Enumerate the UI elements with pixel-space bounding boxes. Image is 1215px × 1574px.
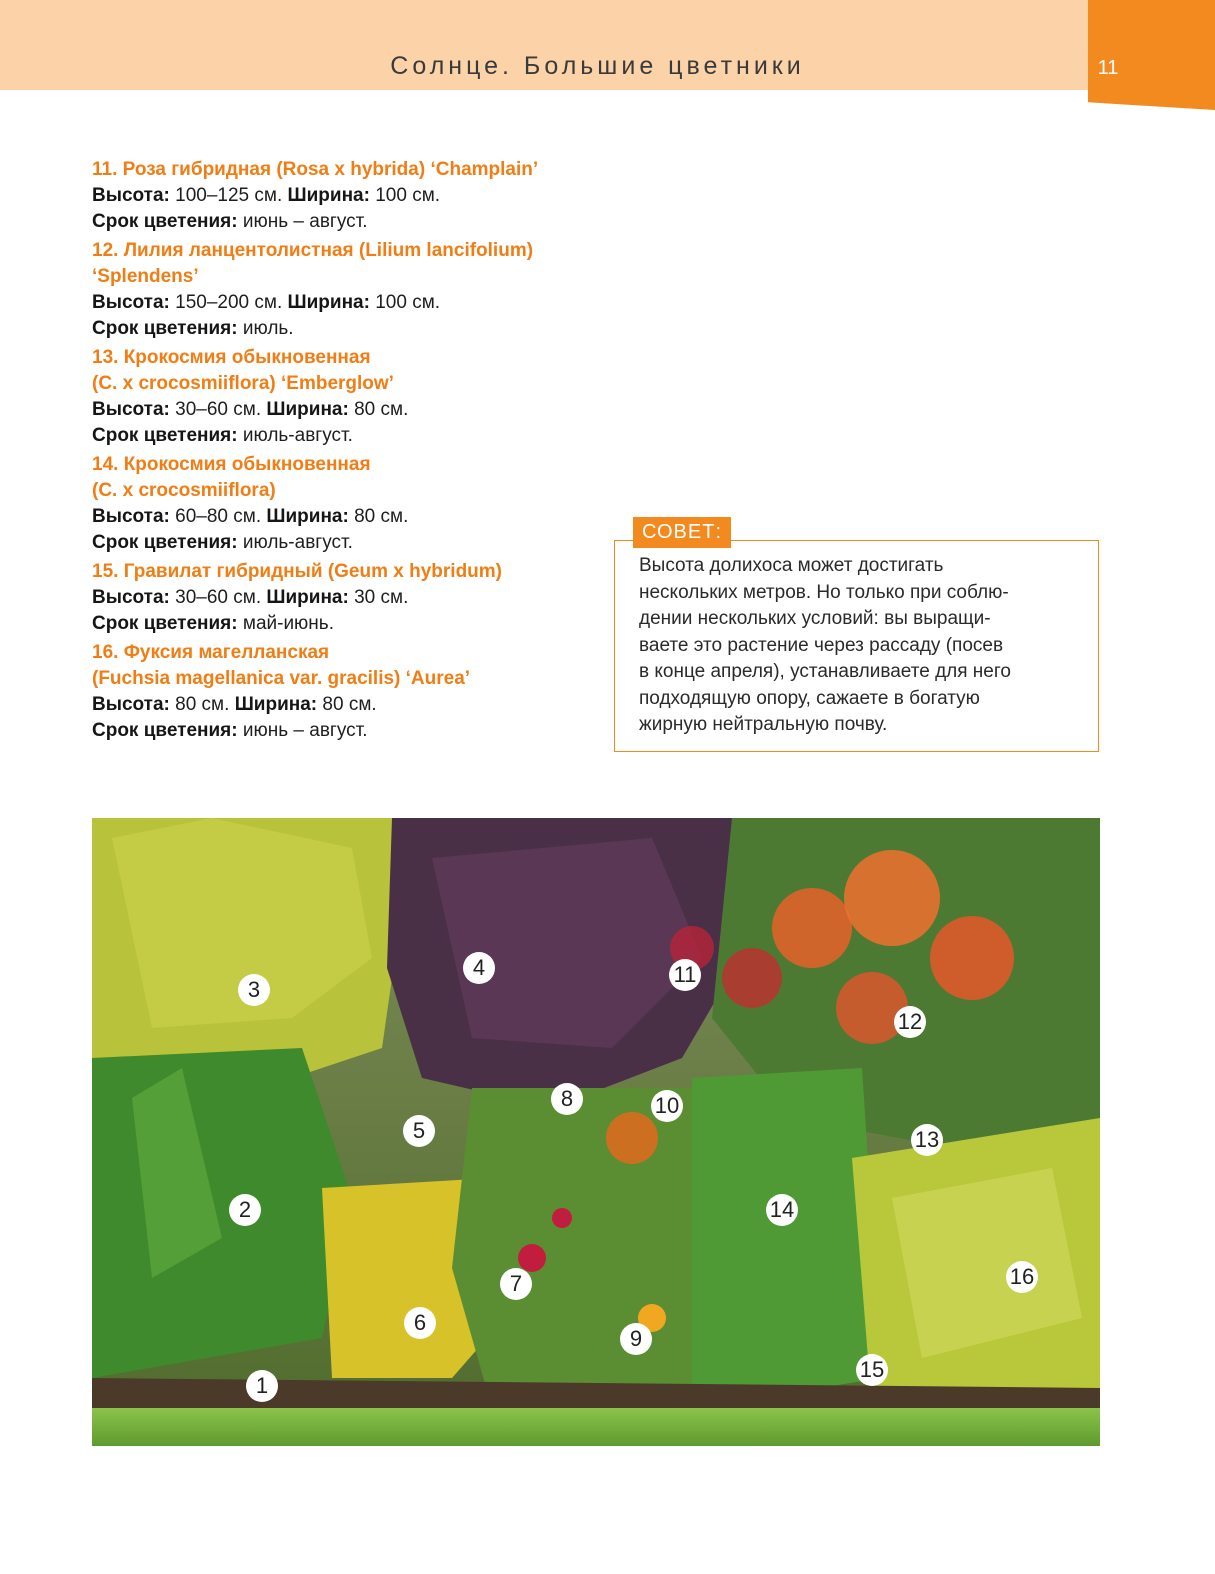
tip-line: ваете это растение через рассаду (посев [639,634,1004,656]
bloom-value: май-июнь. [242,613,334,634]
height-value: 30–60 см. [175,587,262,608]
plant-size-line [92,585,612,611]
plant-entry [92,157,612,235]
height-value: 100–125 см. [175,185,283,206]
photo-marker-label: 4 [472,955,486,980]
plant-name: 16. Фуксия магелланская [92,642,330,663]
photo-marker-14 [766,1194,798,1226]
plant-name: 15. Гравилат гибридный (Geum x hybridum) [92,561,503,582]
width-label: Ширина: [266,587,349,608]
bloom-label: Срок цветения: [92,318,238,339]
plant-size-line [92,290,612,316]
photo-marker-label: 5 [412,1118,426,1143]
plant-name: ‘Splendens’ [92,266,199,287]
photo-marker-2 [229,1194,261,1226]
photo-marker-label: 3 [247,977,261,1002]
width-label: Ширина: [266,399,349,420]
page-header-title: Солнце. Большие цветники [390,52,805,80]
plant-entry [92,238,612,342]
plant-entry [92,640,612,744]
height-value: 80 см. [175,694,230,715]
tip-text [639,553,1089,739]
width-label: Ширина: [287,292,370,313]
photo-marker-15 [856,1354,888,1386]
plant-name: 12. Лилия ланцентолистная (Lilium lancifolium) [92,240,534,261]
photo-marker-label: 8 [560,1086,574,1111]
tip-line: дении нескольких условий: вы выращи- [639,608,991,629]
plant-bloom-line [92,316,612,342]
photo-marker-12 [894,1006,926,1038]
plant-name: (C. x crocosmiiflora) [92,480,276,501]
tip-badge: СОВЕТ: [633,517,731,548]
height-label: Высота: [92,694,170,715]
width-label: Ширина: [266,506,349,527]
tip-line: в конце апреля), устанавливаете для него [639,661,1011,682]
photo-marker-13 [911,1124,943,1156]
tip-line: подходящую опору, сажаете в богатую [639,687,980,709]
photo-marker-label: 11 [673,962,697,987]
photo-marker-16 [1006,1261,1038,1293]
plant-entry [92,452,612,556]
height-label: Высота: [92,399,170,420]
plant-name: (Fuchsia magellanica var. gracilis) ‘Aurea’ [92,668,471,689]
tip-line: нескольких метров. Но только при соблю- [639,581,1009,603]
plant-bloom-line [92,530,612,556]
width-value: 30 см. [354,587,409,608]
plant-name: 14. Крокосмия обыкновенная [92,454,371,475]
photo-marker-label: 15 [859,1357,885,1382]
photo-marker-label: 12 [897,1009,923,1034]
photo-marker-4 [463,952,495,984]
height-label: Высота: [92,292,170,313]
plant-name: 13. Крокосмия обыкновенная [92,347,371,368]
height-label: Высота: [92,185,170,206]
bloom-value: июль. [242,318,294,339]
photo-marker-7 [500,1268,532,1300]
photo-marker-11 [669,959,701,991]
bloom-label: Срок цветения: [92,613,238,634]
plant-size-line [92,692,612,718]
plant-size-line [92,397,612,423]
photo-marker-1 [246,1370,278,1402]
width-value: 80 см. [354,506,409,527]
photo-marker-8 [551,1083,583,1115]
width-value: 100 см. [375,185,441,206]
height-value: 150–200 см. [175,292,283,313]
photo-marker-9 [620,1323,652,1355]
plant-bloom-line [92,423,612,449]
garden-photo [92,818,1100,1446]
tip-line: жирную нейтральную почву. [639,714,888,735]
bloom-value: июнь – август. [242,211,368,232]
bloom-label: Срок цветения: [92,720,238,741]
height-label: Высота: [92,587,170,608]
width-value: 100 см. [375,292,441,313]
height-value: 30–60 см. [175,399,262,420]
width-value: 80 см. [354,399,409,420]
photo-marker-label: 7 [509,1271,523,1296]
photo-marker-10 [651,1090,683,1122]
bloom-value: июль-август. [242,425,353,446]
photo-marker-label: 6 [413,1310,427,1335]
bloom-label: Срок цветения: [92,532,238,553]
bloom-value: июль-август. [242,532,353,553]
plant-bloom-line [92,209,612,235]
plant-size-line [92,183,612,209]
plant-bloom-line [92,611,612,637]
bloom-label: Срок цветения: [92,425,238,446]
height-label: Высота: [92,506,170,527]
photo-marker-label: 14 [769,1197,795,1222]
bloom-value: июнь – август. [242,720,368,741]
plant-list [92,157,612,747]
plant-name: 11. Роза гибридная (Rosa x hybrida) ‘Champlain’ [92,159,539,180]
photo-marker-label: 10 [654,1093,680,1118]
photo-marker-label: 1 [255,1373,269,1398]
photo-marker-3 [238,974,270,1006]
photo-marker-label: 2 [238,1197,252,1222]
plant-name: (C. x crocosmiiflora) ‘Emberglow’ [92,373,394,394]
height-value: 60–80 см. [175,506,262,527]
photo-marker-label: 13 [914,1127,940,1152]
bloom-label: Срок цветения: [92,211,238,232]
tip-line: Высота долихоса может достигать [639,555,944,576]
photo-marker-5 [403,1115,435,1147]
photo-marker-6 [404,1307,436,1339]
plant-size-line [92,504,612,530]
width-label: Ширина: [234,694,318,715]
photo-marker-label: 9 [629,1326,643,1351]
plant-entry [92,345,612,449]
width-label: Ширина: [287,185,370,206]
plant-bloom-line [92,718,612,744]
plant-entry [92,559,612,637]
width-value: 80 см. [322,694,377,715]
page-number: 11 [1097,57,1119,79]
photo-marker-label: 16 [1009,1264,1035,1289]
